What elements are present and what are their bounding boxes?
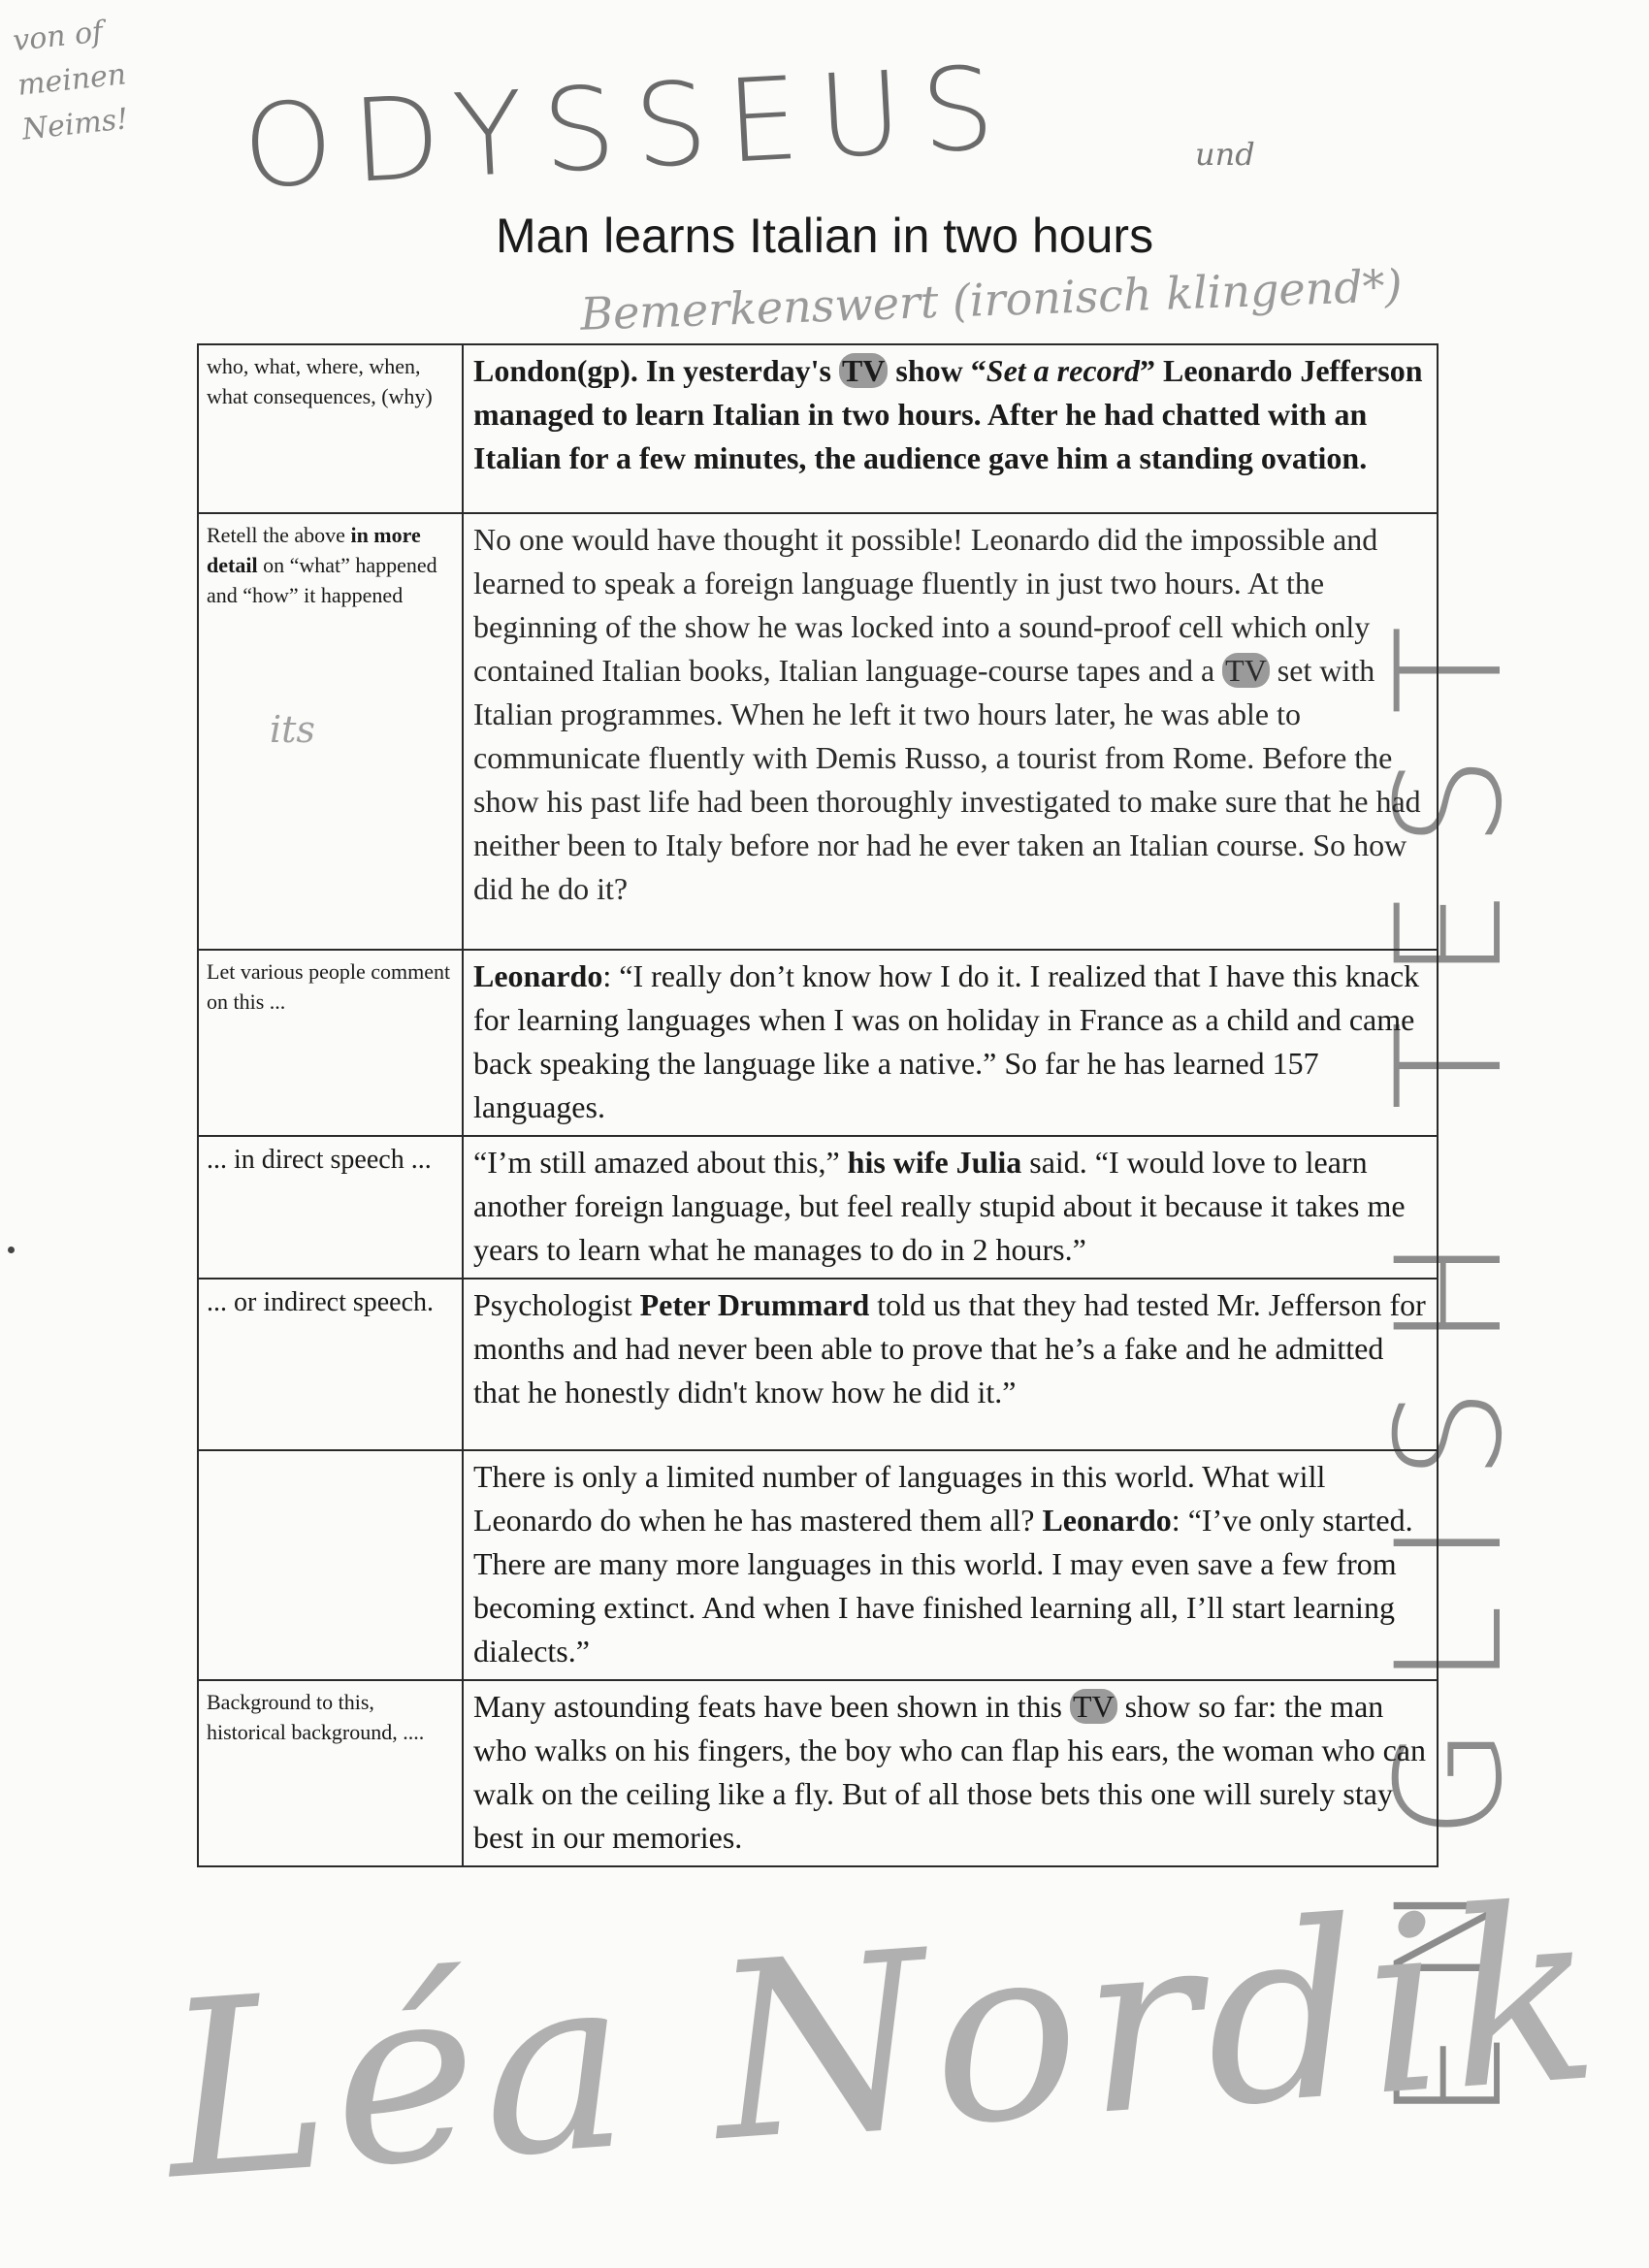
margin-note-line: meinen bbox=[16, 57, 128, 103]
row-label bbox=[198, 513, 463, 950]
article-table bbox=[197, 343, 1439, 1867]
background-text: show so far: the man who walks on his fingers, the boy who can flap his ears, the woman who can walk on the ceiling like a fly. But of all those bets this one will surely stay best in our memories. bbox=[473, 1689, 1426, 1855]
handwritten-odysseus: ODYSSEUS bbox=[239, 40, 1018, 214]
speaker-name: Leonardo bbox=[1042, 1503, 1172, 1538]
future-text: There is only a limited number of languages in this world. What will Leonardo do when he has mastered them all? bbox=[473, 1459, 1326, 1538]
future-paragraph bbox=[463, 1450, 1438, 1680]
table-row bbox=[198, 1450, 1438, 1680]
handwritten-its: its bbox=[270, 708, 315, 751]
handwritten-signature: Léa Nordik bbox=[156, 1851, 1612, 2234]
table-row bbox=[198, 513, 1438, 950]
background-paragraph bbox=[463, 1680, 1438, 1866]
detail-text: No one would have thought it possible! Leonardo did the impossible and learned to speak a foreign language fluently in just two hours. At the beginning of the show he was locked into a sound-proof cell which only contained Italian books, Italian language-course tapes and a bbox=[473, 522, 1378, 688]
show-name: Set a record bbox=[986, 353, 1140, 388]
tv-highlight: TV bbox=[1222, 653, 1270, 688]
lead-paragraph bbox=[463, 344, 1438, 513]
lead-text: ” Leonardo Jefferson managed to learn Italian in two hours. After he had chatted with an Italian for a few minutes, the audience gave him a standing ovation. bbox=[473, 353, 1423, 475]
tv-highlight: TV bbox=[1070, 1689, 1117, 1724]
comment-text: : “I really don’t know how I do it. I realized that I have this knack for learning languages when I was on holiday in France as a child and came back speaking the language like a native.” So far he has learned 157 languages. bbox=[473, 958, 1420, 1124]
comment-paragraph bbox=[463, 950, 1438, 1136]
label-text: Retell the above bbox=[207, 523, 351, 547]
direct-speech-paragraph bbox=[463, 1136, 1438, 1279]
margin-note-line: Neims! bbox=[20, 102, 130, 147]
page-title: Man learns Italian in two hours bbox=[495, 209, 1154, 263]
row-label: Let various people comment on this ... bbox=[198, 950, 463, 1136]
handwritten-vertical-english-test: ENGLISH TEST bbox=[1366, 585, 1535, 2122]
margin-handwritten-note bbox=[11, 9, 133, 153]
speech-text: said. “I would love to learn another foreign language, but feel really stupid about it because it takes me years to learn what he manages to do in 2 hours.” bbox=[473, 1145, 1406, 1267]
handwritten-und: und bbox=[1195, 136, 1255, 173]
detail-text: set with Italian programmes. When he left it two hours later, he was able to communicate fluently with Demis Russo, a tourist from Rome. Before the show his past life had been thoroughly investigated to make sure that he had neither been to Italy before nor had he ever taken an Italian course. So how did he do it? bbox=[473, 653, 1421, 906]
future-text: : “I’ve only started. There are many more languages in this world. I may even save a few from becoming extinct. And when I have finished learning all, I’ll start learning dialects.” bbox=[473, 1503, 1413, 1669]
speech-text: “I’m still amazed about this,” bbox=[473, 1145, 848, 1180]
table-row bbox=[198, 950, 1438, 1136]
row-label: who, what, where, when, what consequences, (why) bbox=[198, 344, 463, 513]
speaker-name: Leonardo bbox=[473, 958, 603, 993]
detail-paragraph bbox=[463, 513, 1438, 950]
handwritten-remark: Bemerkenswert (ironisch klingend*) bbox=[579, 259, 1404, 340]
margin-dot bbox=[8, 1247, 15, 1253]
tv-highlight: TV bbox=[839, 353, 888, 388]
row-label: ... in direct speech ... bbox=[198, 1136, 463, 1279]
speaker-name: Peter Drummard bbox=[639, 1287, 870, 1322]
table-row bbox=[198, 344, 1438, 513]
table-row bbox=[198, 1136, 1438, 1279]
speech-text: told us that they had tested Mr. Jefferson for months and had never been able to prove that he’s a fake and he admitted that he honestly didn't know how he did it.” bbox=[473, 1287, 1426, 1409]
indirect-speech-paragraph bbox=[463, 1279, 1438, 1450]
row-label bbox=[198, 1450, 463, 1680]
lead-text: show “ bbox=[888, 353, 986, 388]
table-row bbox=[198, 1680, 1438, 1866]
table-row bbox=[198, 1279, 1438, 1450]
row-label: ... or indirect speech. bbox=[198, 1279, 463, 1450]
speaker-name: his wife Julia bbox=[847, 1145, 1022, 1180]
label-text: on “what” happened and “how” it happened bbox=[207, 553, 437, 607]
speech-text: Psychologist bbox=[473, 1287, 640, 1322]
label-bold: in more detail bbox=[207, 523, 421, 577]
row-label: Background to this, historical background, .... bbox=[198, 1680, 463, 1866]
background-text: Many astounding feats have been shown in this bbox=[473, 1689, 1070, 1724]
lead-text: London(gp). In yesterday's bbox=[473, 353, 839, 388]
margin-note-line: von of bbox=[11, 15, 105, 59]
